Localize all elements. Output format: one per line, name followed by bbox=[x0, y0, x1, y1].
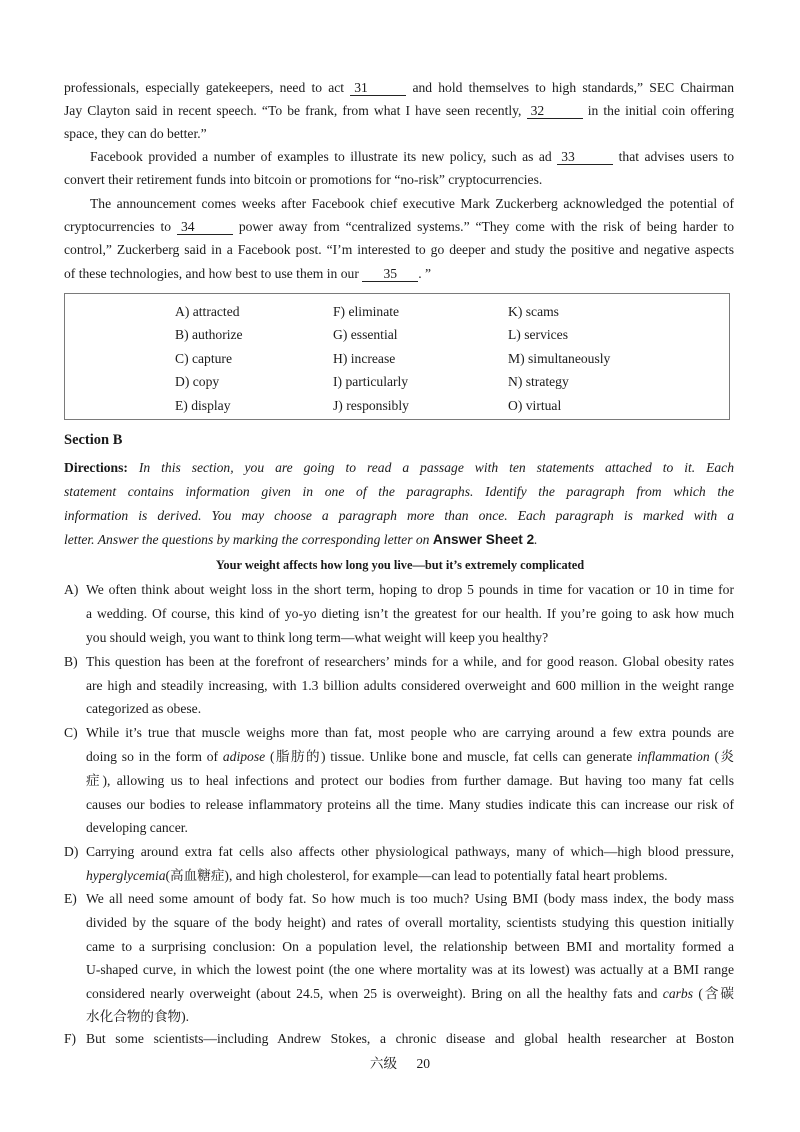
word-option: H) increase bbox=[333, 351, 396, 366]
passage-line: Jay Clayton said in recent speech. “To be frank, from what I have seen recently, 32 in the initial coin offering bbox=[64, 103, 735, 118]
term-carbs: carbs bbox=[662, 986, 693, 1001]
passage-line: professionals, especially gatekeepers, need to act 31 and hold themselves to high standards,” SEC Chairman bbox=[64, 80, 735, 95]
paragraph-label: F) bbox=[64, 1031, 77, 1046]
blank-33[interactable]: 33 bbox=[557, 150, 613, 165]
blank-35[interactable]: 35 bbox=[362, 267, 418, 282]
word-option: A) attracted bbox=[175, 304, 240, 319]
passage-line: of these technologies, and how best to use them in our 35 . ” bbox=[64, 266, 432, 281]
directions-label: Directions: bbox=[64, 460, 128, 475]
term-inflammation: inflammation bbox=[637, 749, 710, 764]
directions-line: statement contains information given in one of the paragraphs. Identify the paragraph from which the bbox=[64, 484, 734, 499]
directions-line: Directions: In this section, you are going to read a passage with ten statements attached to it. Each bbox=[64, 460, 734, 475]
blank-32[interactable]: 32 bbox=[527, 104, 583, 119]
paragraph-label: D) bbox=[64, 844, 79, 859]
term-hyperglycemia: hyperglycemia bbox=[86, 868, 166, 883]
passage-line: space, they can do better.” bbox=[64, 126, 207, 141]
passage-line: control,” Zuckerberg said in a Facebook post. “I’m interested to go deeper and study the positive and negative aspects bbox=[64, 242, 734, 257]
word-option: F) eliminate bbox=[333, 304, 400, 319]
directions-line: information is derived. You may choose a paragraph more than once. Each paragraph is marked with a bbox=[64, 508, 734, 523]
answer-sheet-label: Answer Sheet 2 bbox=[432, 532, 535, 547]
word-option: K) scams bbox=[508, 304, 559, 319]
paragraph-label: A) bbox=[64, 582, 79, 597]
blank-31[interactable]: 31 bbox=[350, 81, 406, 96]
passage-line: Facebook provided a number of examples to illustrate its new policy, such as ad 33 that advises users to bbox=[90, 149, 734, 164]
paragraph-label: B) bbox=[64, 654, 78, 669]
page-footer bbox=[0, 1052, 800, 1072]
word-option: I) particularly bbox=[333, 374, 409, 389]
word-option: N) strategy bbox=[508, 374, 569, 389]
page-number: 20 bbox=[416, 1056, 431, 1071]
passage-line: convert their retirement funds into bitcoin or promotions for “no-risk” cryptocurrencies. bbox=[64, 172, 543, 187]
word-option: M) simultaneously bbox=[508, 351, 611, 366]
exam-level: 六级 bbox=[369, 1056, 398, 1071]
passage-line: cryptocurrencies to 34 power away from “centralized systems.” “They come with the risk of being harder to bbox=[64, 219, 734, 234]
passage-line: The announcement comes weeks after Facebook chief executive Mark Zuckerberg acknowledged the potential of bbox=[90, 196, 734, 211]
word-option: C) capture bbox=[175, 351, 232, 366]
paragraph-label: C) bbox=[64, 725, 78, 740]
word-option: D) copy bbox=[175, 374, 220, 389]
word-option: O) virtual bbox=[508, 398, 562, 413]
directions-line: letter. Answer the questions by marking the corresponding letter on Answer Sheet 2. bbox=[64, 532, 538, 547]
word-option: B) authorize bbox=[175, 327, 243, 342]
word-option: G) essential bbox=[333, 327, 398, 342]
word-option: E) display bbox=[175, 398, 231, 413]
paragraph-label: E) bbox=[64, 891, 77, 906]
section-title: Section B bbox=[64, 432, 123, 448]
word-bank-box bbox=[64, 293, 730, 420]
passage-title: Your weight affects how long you live—but it’s extremely complicated bbox=[215, 558, 585, 572]
word-option: J) responsibly bbox=[333, 398, 409, 413]
word-option: L) services bbox=[508, 327, 569, 342]
term-adipose: adipose bbox=[222, 749, 266, 764]
blank-34[interactable]: 34 bbox=[177, 220, 233, 235]
